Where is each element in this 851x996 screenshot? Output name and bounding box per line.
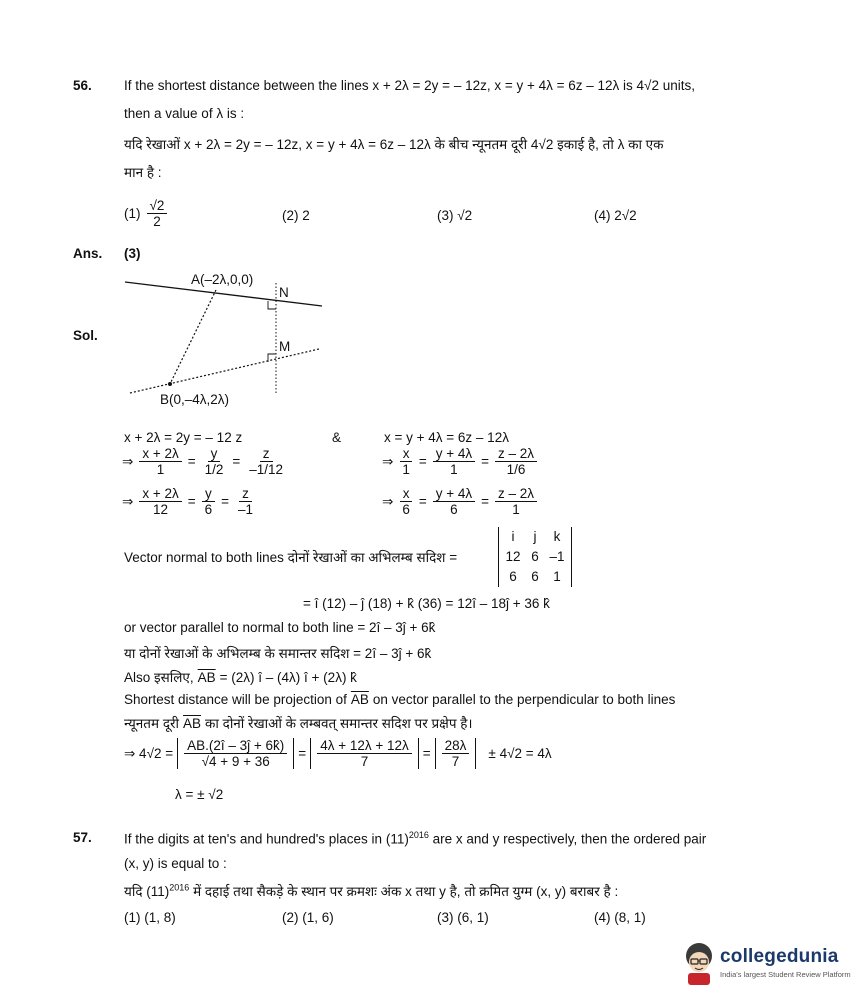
equals: = <box>481 494 490 509</box>
q56-stmt-hi-2: मान है : <box>124 165 162 180</box>
distance-rhs: ± 4√2 = 4λ <box>488 746 552 761</box>
q57-exponent: 2016 <box>169 882 190 893</box>
right-angle-m <box>268 354 276 362</box>
answer-value: (3) <box>124 246 141 261</box>
point-b <box>168 382 172 386</box>
equals: = <box>418 454 427 469</box>
line-1-symmetric-form <box>122 446 288 477</box>
det-cell: –1 <box>549 549 565 564</box>
implies-symbol: ⇒ <box>122 493 134 509</box>
det-cell: 6 <box>531 569 539 584</box>
frac-num: x + 2λ <box>139 446 181 462</box>
frac-den: 6 <box>204 502 213 517</box>
q57-stmt-en-2: (x, y) is equal to : <box>124 856 227 871</box>
ab-vector <box>124 668 357 686</box>
right-angle-n <box>268 301 276 309</box>
q57-number: 57. <box>73 830 92 845</box>
frac-den: 1/2 <box>204 462 224 477</box>
det-cell: i <box>511 529 515 544</box>
equals: = <box>187 494 196 509</box>
frac-num: x + 2λ <box>139 486 181 502</box>
q57-option-4: (4) (8, 1) <box>594 910 646 925</box>
det-cell: k <box>553 529 561 544</box>
line-1-equation: x + 2λ = 2y = – 12 z <box>124 430 243 445</box>
frac-den: 1 <box>450 462 458 477</box>
equals: = <box>232 454 241 469</box>
frac-num: x <box>400 486 413 502</box>
distance-lhs: ⇒ 4√2 = <box>124 745 174 761</box>
projection-hi-pre: न्यूनतम दूरी <box>124 716 180 731</box>
q57-stmt-hi-post: में दहाई तथा सैकड़े के स्थान पर क्रमशः अंक x तथा y है, तो क्रमित युग्म (x, y) बराबर है : <box>193 884 619 899</box>
line-2-symmetric-form <box>382 446 539 477</box>
frac-den: 1 <box>512 502 520 517</box>
parallel-vector-hi: या दोनों रेखाओं के अभिलम्ब के समान्तर सदिश = 2î – 3ĵ + 6k̂ <box>124 646 432 661</box>
ampersand: & <box>332 430 342 445</box>
equals: = <box>422 746 431 761</box>
logo-tagline: India's largest Student Review Platform <box>720 970 851 979</box>
also-label: Also इसलिए, <box>124 670 194 685</box>
frac-num: z <box>239 486 252 502</box>
ab-symbol: $\overline{AB}$ <box>183 715 202 731</box>
mascot-icon <box>680 938 718 986</box>
frac-num: 28λ <box>442 738 470 754</box>
collegedunia-logo <box>680 934 851 996</box>
lambda-result: λ = ± √2 <box>175 787 224 802</box>
frac-den: 1 <box>402 462 410 477</box>
implies-symbol: ⇒ <box>122 453 134 469</box>
frac-num: y <box>202 486 215 502</box>
distance-equation <box>124 738 552 769</box>
q56-stmt-en-2: then a value of λ is : <box>124 106 245 121</box>
q57-stmt-en-1 <box>124 830 706 847</box>
cross-product-result: = î (12) – ĵ (18) + k̂ (36) = 12î – 18ĵ + 36 k̂ <box>303 596 550 611</box>
label-m: M <box>279 339 291 354</box>
normal-vector-text: Vector normal to both lines दोनों रेखाओं का अभिलम्ब सदिश = <box>124 550 458 565</box>
frac-den: –1/12 <box>249 462 284 477</box>
frac-den: 1/6 <box>506 462 526 477</box>
frac-num: y <box>208 446 221 462</box>
frac-den: √4 + 9 + 36 <box>201 754 270 769</box>
projection-en-post: on vector parallel to the perpendicular to both lines <box>372 692 676 707</box>
q56-option-1-label: (1) <box>124 206 141 221</box>
line-1-direction-form <box>122 486 258 517</box>
q56-option-2: (2) 2 <box>282 208 310 223</box>
frac-num: z – 2λ <box>495 486 537 502</box>
frac-den: –1 <box>238 502 254 517</box>
q56-number: 56. <box>73 78 92 93</box>
determinant <box>498 527 572 587</box>
frac-num: y + 4λ <box>433 446 475 462</box>
implies-symbol: ⇒ <box>382 453 394 469</box>
equals: = <box>298 746 307 761</box>
q57-stmt-hi <box>124 882 618 900</box>
skew-lines-figure <box>120 265 340 415</box>
q56-option-3: (3) √2 <box>437 208 473 223</box>
logo-name: collegedunia <box>720 946 839 967</box>
q56-option-1 <box>124 198 169 229</box>
line-2-equation: x = y + 4λ = 6z – 12λ <box>384 430 509 445</box>
q57-stmt-en-post: are x and y respectively, then the ordered pair <box>432 831 707 847</box>
line-2-direction-form <box>382 486 539 517</box>
det-cell: 6 <box>509 569 517 584</box>
q56-option-1-den: 2 <box>153 214 161 229</box>
det-cell: 1 <box>553 569 561 584</box>
det-cell: j <box>533 529 537 544</box>
frac-num: 4λ + 12λ + 12λ <box>317 738 412 754</box>
parallel-vector-en: or vector parallel to normal to both line = 2î – 3ĵ + 6k̂ <box>124 620 436 635</box>
equals: = <box>221 494 230 509</box>
det-cell: 12 <box>505 549 521 564</box>
det-cell: 6 <box>531 549 539 564</box>
q57-stmt-hi-pre: यदि (11) <box>124 884 170 899</box>
q56-option-4: (4) 2√2 <box>594 208 637 223</box>
q56-stmt-en-1: If the shortest distance between the lines x + 2λ = 2y = – 12z, x = y + 4λ = 6z – 12λ is 4√2 units, <box>124 78 695 93</box>
ab-symbol: $\overline{AB}$ <box>350 692 369 707</box>
frac-den: 7 <box>360 754 369 769</box>
equals: = <box>418 494 427 509</box>
frac-num: z <box>260 446 273 462</box>
q57-exponent: 2016 <box>408 830 429 840</box>
label-b: B(0,–4λ,2λ) <box>160 392 230 407</box>
frac-den: 1 <box>156 462 165 477</box>
projection-hi-post: का दोनों रेखाओं के लम्बवत् समान्तर सदिश पर प्रक्षेप है। <box>205 716 473 731</box>
label-a: A(–2λ,0,0) <box>191 272 254 287</box>
q56-stmt-hi-1: यदि रेखाओं x + 2λ = 2y = – 12z, x = y + 4λ = 6z – 12λ के बीच न्यूनतम दूरी 4√2 इकाई है, तो λ का एक <box>124 137 664 152</box>
implies-symbol: ⇒ <box>382 493 394 509</box>
q57-option-1: (1) (1, 8) <box>124 910 176 925</box>
frac-num: y + 4λ <box>433 486 475 502</box>
q57-stmt-en-pre: If the digits at ten's and hundred's places in (11) <box>124 831 409 847</box>
projection-en-pre: Shortest distance will be projection of <box>124 692 347 707</box>
q57-option-2: (2) (1, 6) <box>282 910 334 925</box>
ab-components: = (2λ) î – (4λ) î + (2λ) k̂ <box>219 669 357 685</box>
label-n: N <box>279 285 289 300</box>
frac-num: x <box>400 446 413 462</box>
projection-statement-hi <box>124 714 473 732</box>
frac-den: 6 <box>402 502 410 517</box>
segment-ab <box>170 290 216 384</box>
answer-label: Ans. <box>73 246 103 261</box>
frac-num: z – 2λ <box>495 446 537 462</box>
q56-option-1-num: √2 <box>147 198 168 214</box>
frac-den: 6 <box>450 502 458 517</box>
line-2 <box>130 349 319 393</box>
solution-label: Sol. <box>73 328 98 343</box>
equals: = <box>481 454 490 469</box>
frac-den: 7 <box>451 754 460 769</box>
frac-num: AB.(2î – 3ĵ + 6k̂) <box>184 738 287 754</box>
frac-den: 12 <box>153 502 169 517</box>
q57-option-3: (3) (6, 1) <box>437 910 489 925</box>
ab-symbol: $\overline{AB}$ <box>197 669 216 685</box>
projection-statement-en <box>124 692 675 707</box>
equals: = <box>187 454 196 469</box>
